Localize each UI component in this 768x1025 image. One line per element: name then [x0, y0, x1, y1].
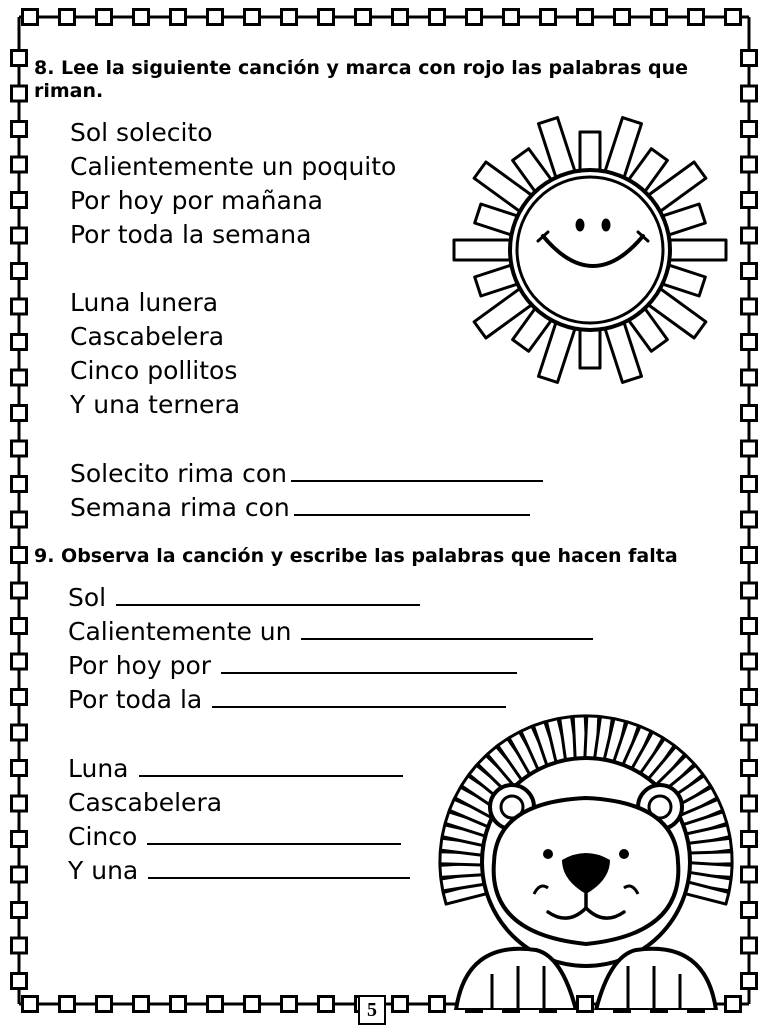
- fill-in-label: Luna: [68, 754, 129, 783]
- chain-square: [430, 10, 445, 25]
- chain-square: [12, 51, 27, 66]
- chain-square: [12, 903, 27, 918]
- song-line: Calientemente un poquito: [70, 152, 397, 181]
- fill-in-line: [68, 854, 410, 888]
- chain-square: [319, 997, 334, 1012]
- chain-square: [742, 974, 757, 989]
- answer-blank[interactable]: [212, 684, 506, 708]
- fill-in-label: Y una: [68, 856, 139, 885]
- chain-square: [12, 548, 27, 563]
- chain-square: [742, 477, 757, 492]
- chain-square: [12, 228, 27, 243]
- chain-square: [393, 10, 408, 25]
- answer-blank[interactable]: [301, 616, 593, 640]
- sun-icon: [440, 108, 750, 418]
- chain-square: [393, 997, 408, 1012]
- fill-in-label: Cascabelera: [68, 788, 223, 817]
- song-line: Sol solecito: [70, 118, 213, 147]
- chain-square: [12, 867, 27, 882]
- answer-blank[interactable]: [291, 458, 543, 482]
- answer-blank[interactable]: [147, 821, 401, 845]
- chain-square: [652, 10, 667, 25]
- chain-square: [319, 10, 334, 25]
- chain-square: [12, 938, 27, 953]
- chain-square: [615, 10, 630, 25]
- chain-square: [742, 51, 757, 66]
- chain-square: [504, 10, 519, 25]
- chain-square: [208, 997, 223, 1012]
- rhyme-prompt-label: Solecito rima con: [70, 459, 287, 488]
- chain-square: [12, 193, 27, 208]
- answer-blank[interactable]: [294, 492, 530, 516]
- chain-square: [726, 10, 741, 25]
- chain-square: [134, 997, 149, 1012]
- chain-square: [742, 619, 757, 634]
- song-line: Y una ternera: [70, 390, 241, 419]
- answer-blank[interactable]: [221, 650, 517, 674]
- chain-square: [12, 441, 27, 456]
- chain-square: [245, 10, 260, 25]
- rhyme-prompt: [70, 491, 530, 525]
- answer-blank[interactable]: [116, 582, 420, 606]
- chain-square: [356, 10, 371, 25]
- song-line: Luna lunera: [70, 288, 219, 317]
- chain-square: [12, 832, 27, 847]
- fill-in-line: [68, 581, 420, 615]
- chain-square: [208, 10, 223, 25]
- chain-square: [97, 10, 112, 25]
- chain-square: [12, 725, 27, 740]
- sun-ray: [580, 330, 600, 368]
- chain-square: [282, 10, 297, 25]
- fill-in-line: [68, 752, 403, 786]
- chain-square: [742, 903, 757, 918]
- chain-square: [742, 654, 757, 669]
- question-8-heading: 8. Lee la siguiente canción y marca con rojo las palabras que riman.: [34, 57, 689, 102]
- rhyme-prompt: [70, 457, 543, 491]
- chain-square: [742, 938, 757, 953]
- page-number: 5: [358, 995, 386, 1025]
- chain-square: [12, 299, 27, 314]
- chain-square: [12, 512, 27, 527]
- chain-square: [467, 10, 482, 25]
- chain-square: [245, 997, 260, 1012]
- chain-square: [689, 10, 704, 25]
- chain-square: [12, 796, 27, 811]
- fill-in-label: Calientemente un: [68, 617, 292, 646]
- sun-ray: [580, 132, 600, 170]
- chain-square: [12, 406, 27, 421]
- chain-square: [742, 796, 757, 811]
- song-line: Cascabelera: [70, 322, 225, 351]
- fill-in-line: [68, 786, 222, 820]
- chain-square: [134, 10, 149, 25]
- chain-square: [12, 157, 27, 172]
- chain-square: [541, 10, 556, 25]
- chain-square: [12, 477, 27, 492]
- chain-square: [12, 335, 27, 350]
- chain-square: [742, 761, 757, 776]
- chain-square: [12, 86, 27, 101]
- chain-square: [171, 997, 186, 1012]
- chain-square: [578, 10, 593, 25]
- song-line: Por toda la semana: [70, 220, 312, 249]
- rhyme-prompt-label: Semana rima con: [70, 493, 290, 522]
- chain-square: [12, 761, 27, 776]
- song-line: Por hoy por mañana: [70, 186, 323, 215]
- chain-square: [742, 441, 757, 456]
- fill-in-label: Cinco: [68, 822, 138, 851]
- chain-square: [12, 619, 27, 634]
- chain-square: [742, 86, 757, 101]
- fill-in-line: [68, 615, 593, 649]
- chain-square: [23, 997, 38, 1012]
- fill-in-label: Sol: [68, 583, 107, 612]
- answer-blank[interactable]: [148, 855, 410, 879]
- chain-square: [60, 10, 75, 25]
- fill-in-label: Por hoy por: [68, 651, 212, 680]
- chain-square: [12, 370, 27, 385]
- chain-square: [742, 512, 757, 527]
- fill-in-line: [68, 820, 401, 854]
- chain-square: [12, 264, 27, 279]
- chain-square: [12, 690, 27, 705]
- chain-square: [12, 974, 27, 989]
- sun-ray: [454, 240, 510, 260]
- fill-in-label: Por toda la: [68, 685, 203, 714]
- chain-square: [12, 654, 27, 669]
- chain-square: [12, 583, 27, 598]
- chain-square: [97, 997, 112, 1012]
- chain-square: [282, 997, 297, 1012]
- answer-blank[interactable]: [139, 753, 403, 777]
- song-line: Cinco pollitos: [70, 356, 238, 385]
- chain-square: [742, 867, 757, 882]
- chain-square: [60, 997, 75, 1012]
- question-9-heading: 9. Observa la canción y escribe las palabras que hacen falta: [34, 545, 678, 567]
- chain-square: [742, 583, 757, 598]
- chain-square: [23, 10, 38, 25]
- chain-square: [12, 122, 27, 137]
- chain-square: [171, 10, 186, 25]
- chain-square: [742, 725, 757, 740]
- lion-icon: [436, 712, 736, 1010]
- chain-square: [742, 690, 757, 705]
- fill-in-line: [68, 649, 517, 683]
- sun-ray: [670, 240, 726, 260]
- chain-square: [742, 832, 757, 847]
